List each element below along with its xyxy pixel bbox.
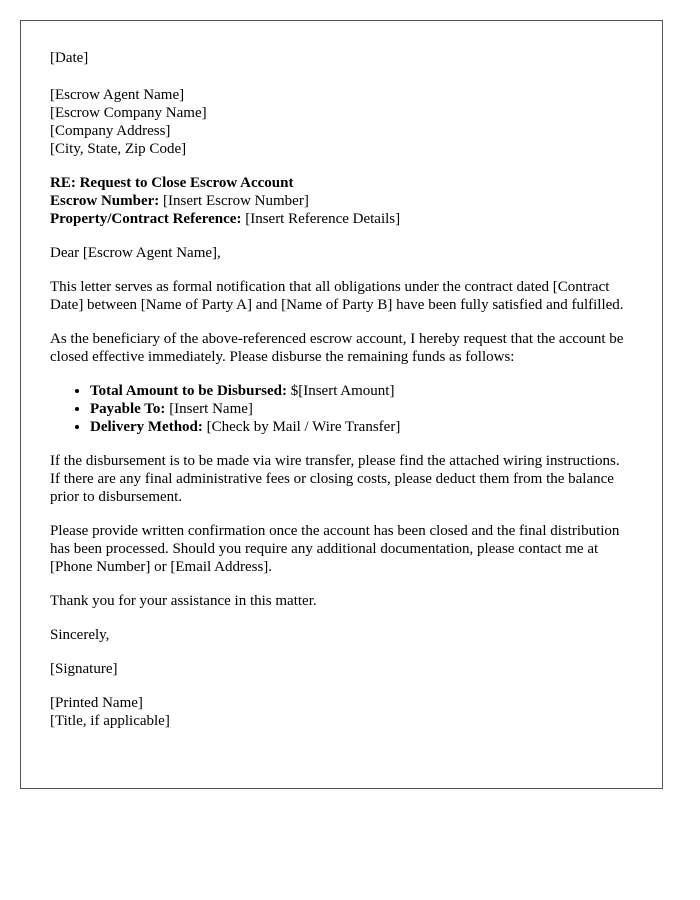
item-label: Delivery Method:	[90, 419, 203, 435]
signer-block	[50, 694, 633, 730]
item-label: Total Amount to be Disbursed:	[90, 383, 287, 399]
paragraph: As the beneficiary of the above-referenced escrow account, I hereby request that the account be closed effective immediately. Please disburse the remaining funds as follows:	[50, 331, 624, 365]
agent-name: [Escrow Agent Name]	[50, 87, 185, 103]
letter	[20, 20, 663, 789]
item-label: Payable To:	[90, 401, 166, 417]
closing: Sincerely,	[50, 627, 110, 643]
paragraph: Please provide written confirmation once the account has been closed and the final distribution has been processed. Should you require any additional documentation, please contact me at [Phone Number] or [Email Address].	[50, 523, 620, 575]
paragraph: Thank you for your assistance in this matter.	[50, 593, 317, 609]
reference-label: Property/Contract Reference:	[50, 211, 242, 227]
reference-value: [Insert Reference Details]	[241, 211, 401, 227]
item-value: $[Insert Amount]	[286, 383, 395, 399]
item-value: [Check by Mail / Wire Transfer]	[202, 419, 401, 435]
escrow-number-label: Escrow Number:	[50, 193, 160, 209]
list-item	[90, 418, 633, 436]
item-value: [Insert Name]	[165, 401, 253, 417]
company-name: [Escrow Company Name]	[50, 105, 207, 121]
disbursement-list	[50, 382, 633, 436]
subject-block	[50, 174, 633, 228]
paragraph: If the disbursement is to be made via wire transfer, please find the attached wiring instructions. If there are any final administrative fees or closing costs, please deduct them from the balance prior to disbursement.	[50, 453, 620, 505]
recipient-block	[50, 86, 633, 158]
salutation: Dear [Escrow Agent Name],	[50, 245, 221, 261]
signature: [Signature]	[50, 661, 118, 677]
printed-name: [Printed Name]	[50, 695, 143, 711]
escrow-number-value: [Insert Escrow Number]	[159, 193, 309, 209]
paragraph: This letter serves as formal notification that all obligations under the contract dated [Contract Date] between [Name of Party A] and [Name of Party B] have been fully satisfied and fulfilled.	[50, 279, 624, 313]
signer-title: [Title, if applicable]	[50, 713, 170, 729]
list-item	[90, 400, 633, 418]
city-state-zip: [City, State, Zip Code]	[50, 141, 187, 157]
list-item	[90, 382, 633, 400]
subject-line: RE: Request to Close Escrow Account	[50, 175, 294, 191]
date: [Date]	[50, 50, 89, 66]
company-address: [Company Address]	[50, 123, 171, 139]
